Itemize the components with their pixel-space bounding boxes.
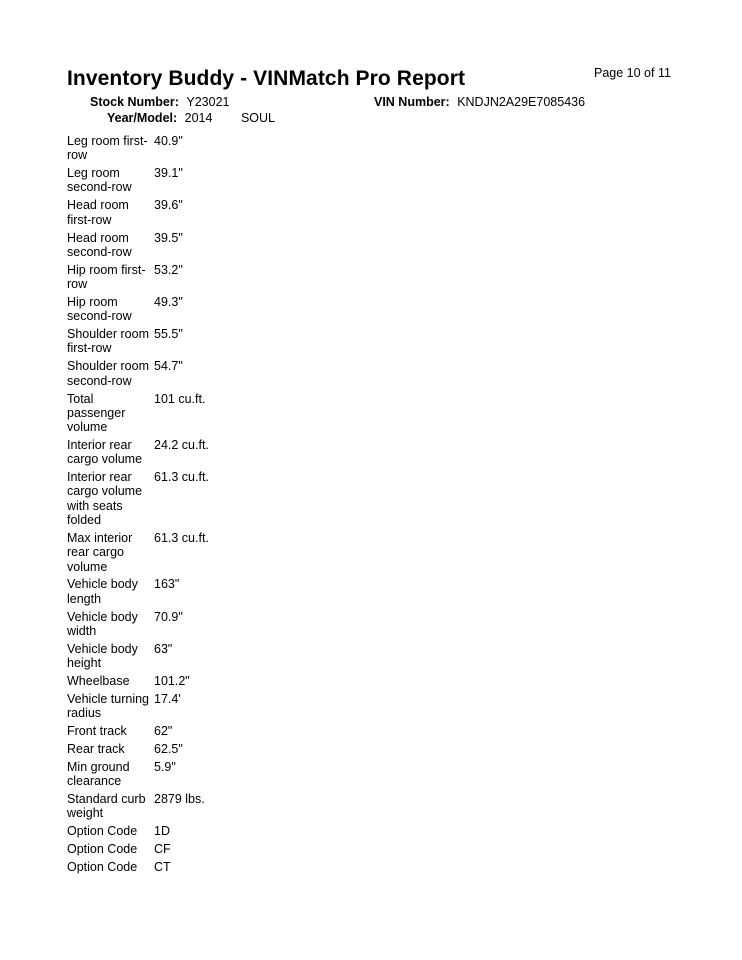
spec-value: 24.2 cu.ft. (154, 437, 209, 452)
vin-number (374, 96, 585, 109)
spec-row (67, 231, 209, 260)
spec-label: Standard curb weight (67, 792, 146, 821)
spec-value: 49.3" (154, 294, 183, 309)
spec-value: 39.1" (154, 166, 183, 181)
spec-row (67, 792, 209, 821)
spec-label: Leg room second-row (67, 166, 132, 195)
spec-row (67, 642, 209, 671)
spec-row (67, 198, 209, 227)
spec-value: 54.7" (154, 359, 183, 374)
spec-label: Head room first-row (67, 198, 129, 227)
spec-value: 61.3 cu.ft. (154, 530, 209, 545)
spec-row (67, 392, 209, 435)
spec-row (67, 327, 209, 356)
spec-value: 62.5" (154, 741, 183, 756)
spec-label: Wheelbase (67, 674, 130, 688)
spec-value: 63" (154, 641, 173, 656)
spec-label: Rear track (67, 741, 125, 756)
spec-value: 5.9" (154, 759, 176, 774)
spec-value: 39.6" (154, 198, 183, 213)
spec-value: 70.9" (154, 609, 183, 624)
vin-number-label: VIN Number: (374, 95, 450, 109)
spec-row (67, 760, 209, 789)
spec-row (67, 842, 209, 856)
spec-label: Option Code (67, 860, 138, 875)
spec-row (67, 860, 209, 874)
stock-number-value: Y23021 (186, 95, 230, 109)
spec-row (67, 674, 209, 688)
year-model (107, 112, 275, 125)
spec-value: 55.5" (154, 327, 183, 342)
spec-value: 17.4' (154, 691, 181, 706)
spec-label: Vehicle body height (67, 641, 138, 671)
page-number: Page 10 of 11 (594, 66, 671, 80)
year-model-label: Year/Model: (107, 111, 178, 125)
spec-label: Shoulder room first-row (67, 327, 149, 356)
spec-row (67, 577, 209, 606)
spec-value: 39.5" (154, 230, 183, 245)
spec-value: 40.9" (154, 134, 183, 148)
spec-row (67, 295, 209, 324)
spec-value: 163" (154, 577, 180, 592)
spec-list (67, 134, 209, 878)
spec-row (67, 359, 209, 388)
spec-row (67, 166, 209, 195)
spec-label: Shoulder room second-row (67, 359, 149, 388)
stock-number-label: Stock Number: (90, 95, 179, 109)
spec-label: Min ground clearance (67, 759, 130, 789)
spec-row (67, 692, 209, 721)
spec-value: 101 cu.ft. (154, 391, 206, 406)
spec-value: 62" (154, 724, 173, 739)
spec-label: Total passenger volume (67, 391, 126, 435)
spec-row (67, 742, 209, 756)
vin-number-value: KNDJN2A29E7085436 (457, 95, 586, 109)
spec-row (67, 610, 209, 639)
spec-row (67, 134, 209, 163)
spec-row (67, 531, 209, 574)
spec-row (67, 824, 209, 838)
spec-label: Hip room first-row (67, 262, 146, 292)
spec-value: 53.2" (154, 262, 183, 277)
spec-label: Interior rear cargo volume (67, 437, 143, 467)
spec-row (67, 263, 209, 292)
spec-value: 2879 lbs. (154, 792, 205, 807)
spec-label: Hip room second-row (67, 294, 132, 324)
spec-label: Option Code (67, 842, 138, 857)
spec-value: 101.2" (154, 674, 190, 688)
spec-value: CT (154, 860, 171, 875)
spec-row (67, 470, 209, 527)
spec-value: CF (154, 842, 171, 857)
spec-row (67, 438, 209, 467)
year-value: 2014 (184, 111, 213, 125)
spec-label: Vehicle turning radius (67, 691, 150, 721)
spec-value: 61.3 cu.ft. (154, 470, 209, 485)
spec-label: Front track (67, 724, 127, 739)
spec-label: Leg room first-row (67, 134, 148, 163)
report-title: Inventory Buddy - VINMatch Pro Report (67, 67, 466, 90)
spec-value: 1D (154, 824, 170, 839)
spec-label: Vehicle body length (67, 577, 138, 606)
stock-number (90, 96, 230, 109)
spec-row (67, 724, 209, 738)
spec-label: Max interior rear cargo volume (67, 530, 133, 574)
model-value: SOUL (240, 111, 275, 125)
spec-label: Vehicle body width (67, 609, 138, 638)
spec-label: Interior rear cargo volume with seats folded (67, 470, 143, 528)
spec-label: Head room second-row (67, 230, 132, 259)
spec-label: Option Code (67, 824, 138, 839)
